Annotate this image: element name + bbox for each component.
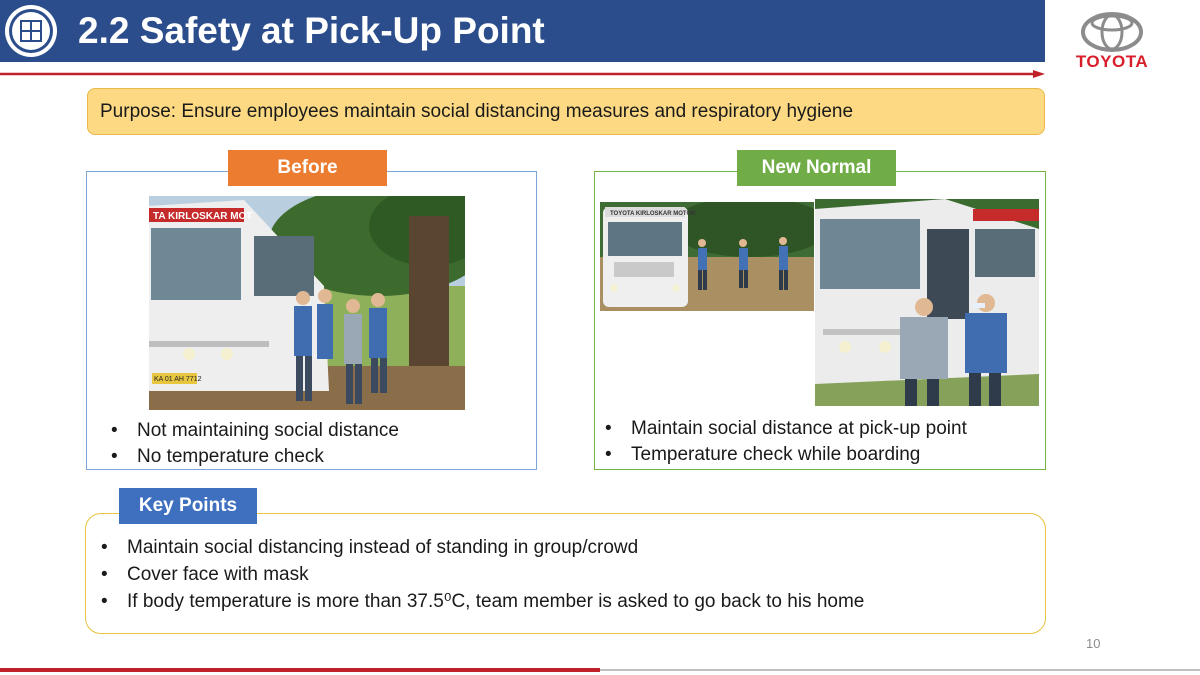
toyota-logo-text: TOYOTA (1075, 52, 1149, 71)
new-normal-list (601, 416, 967, 468)
new-normal-photo-bus-text: TOYOTA KIRLOSKAR MOTOR (610, 211, 696, 217)
list-item: • No temperature check (107, 444, 399, 470)
list-item: • Maintain social distancing instead of standing in group/crowd (97, 534, 864, 561)
new-normal-photo-2 (815, 199, 1039, 406)
page-number: 10 (1086, 636, 1101, 651)
list-item: • Temperature check while boarding (601, 442, 967, 468)
grid-icon (4, 4, 58, 58)
list-item: • Not maintaining social distance (107, 418, 399, 444)
key-points-list (97, 534, 864, 615)
before-list (107, 418, 399, 470)
before-photo (149, 196, 465, 410)
list-item: • Cover face with mask (97, 561, 864, 588)
before-photo-plate: KA 01 AH 7712 (154, 376, 202, 383)
header-arrow-rule (0, 70, 1045, 78)
page-title: 2.2 Safety at Pick-Up Point (78, 10, 545, 51)
footer-rule (0, 668, 1200, 672)
before-photo-bus-text: TA KIRLOSKAR MOT (153, 211, 253, 222)
new-normal-photo-1 (600, 202, 814, 311)
before-tab-label: Before (228, 150, 387, 186)
new-normal-tab-label: New Normal (737, 150, 896, 186)
key-points-tab-label: Key Points (119, 488, 257, 524)
purpose-banner: Purpose: Ensure employees maintain social distancing measures and respiratory hygiene (87, 88, 1045, 135)
list-item: • Maintain social distance at pick-up point (601, 416, 967, 442)
list-item: • If body temperature is more than 37.5⁰C, team member is asked to go back to his home (97, 588, 864, 615)
